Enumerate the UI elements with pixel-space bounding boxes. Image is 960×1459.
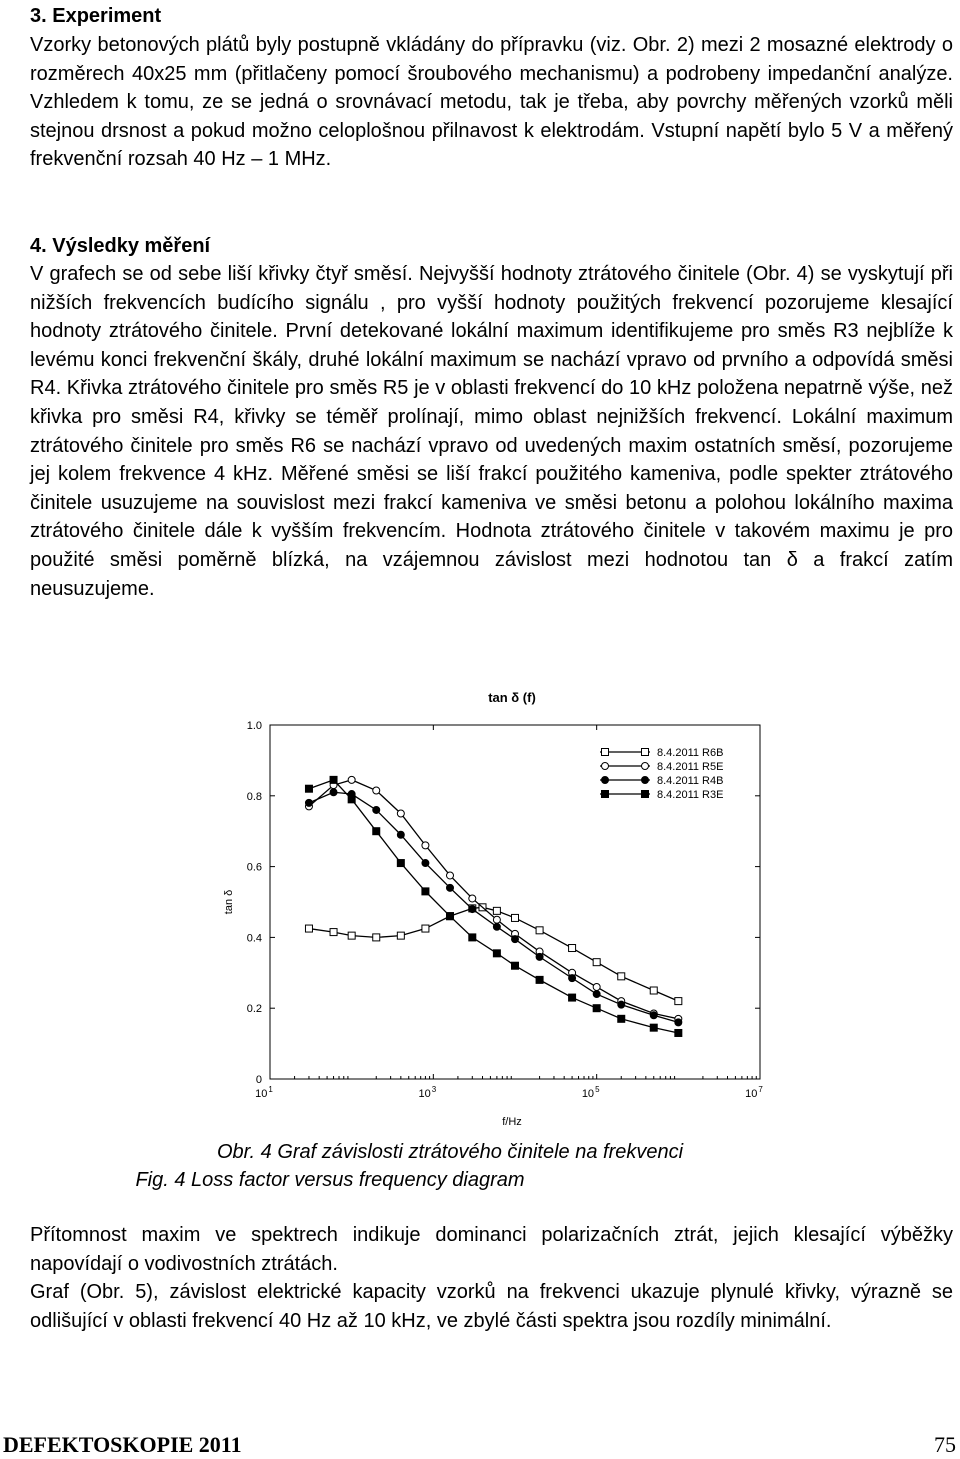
data-point <box>330 929 337 936</box>
data-point <box>675 1029 682 1036</box>
journal-name: DEFEKTOSKOPIE 2011 <box>3 1432 242 1457</box>
data-point <box>348 796 355 803</box>
data-point <box>642 777 649 784</box>
data-point <box>422 925 429 932</box>
y-tick-label: 0.6 <box>246 861 262 874</box>
data-point <box>602 763 609 770</box>
legend-entry <box>600 761 723 773</box>
y-tick-label: 0.4 <box>246 932 262 945</box>
data-point <box>305 925 312 932</box>
data-point <box>569 994 576 1001</box>
data-point <box>373 828 380 835</box>
data-point <box>422 888 429 895</box>
data-point <box>348 932 355 939</box>
data-point <box>397 831 404 838</box>
data-point <box>493 950 500 957</box>
section-3-paragraph: Vzorky betonových plátů byly postupně vkládány do přípravku (viz. Obr. 2) mezi 2 mosazné elektrody o rozměrech 40x25 mm (přitlačeny pomocí šroubového mechanismu) a podrobeny impedanční analýze. Vzhledem k tomu, ze se jedná o srovnávací metodu, tak je třeba, aby povrchy měřených vzorků měli stejnou drsnost a pokud možno celoplošnou přilnavost k elektrodám. Vstupní napětí bylo 5 V a měřený frekvenční rozsah 40 Hz – 1 MHz. <box>30 34 953 171</box>
data-point <box>397 860 404 867</box>
data-point <box>493 923 500 930</box>
legend-entry <box>600 789 723 801</box>
data-point <box>373 934 380 941</box>
section-4-heading: 4. Výsledky měření <box>30 235 211 257</box>
paragraph-capacity: Graf (Obr. 5), závislost elektrické kapacity vzorků na frekvenci ukazuje plynulé křivky, výrazně se odlišující v oblasti frekvencí 40 Hz až 10 kHz, ve zbylé části spektra jsou rozdíly minimální. <box>30 1281 953 1332</box>
data-point <box>569 945 576 952</box>
data-point <box>593 1005 600 1012</box>
loss-factor-chart-svg <box>0 680 960 1140</box>
data-point <box>675 1019 682 1026</box>
data-point <box>447 872 454 879</box>
x-tick-label: $10^5$ <box>581 1085 600 1100</box>
data-point <box>330 776 337 783</box>
x-axis-label: f/Hz <box>502 1116 522 1128</box>
data-point <box>642 763 649 770</box>
data-point <box>602 791 609 798</box>
data-point <box>642 791 649 798</box>
data-point <box>618 1015 625 1022</box>
data-point <box>422 860 429 867</box>
data-point <box>330 789 337 796</box>
data-point <box>422 842 429 849</box>
data-point <box>447 913 454 920</box>
data-point <box>593 959 600 966</box>
y-tick-label: 0.8 <box>246 790 262 803</box>
data-point <box>618 973 625 980</box>
data-point <box>397 810 404 817</box>
data-point <box>650 987 657 994</box>
figure-caption-cz: Obr. 4 Graf závislosti ztrátového činitele na frekvenci <box>216 1141 684 1163</box>
x-tick-label: $10^7$ <box>745 1085 763 1100</box>
data-point <box>536 976 543 983</box>
legend-entry <box>600 775 723 787</box>
data-point <box>512 962 519 969</box>
data-point <box>618 1001 625 1008</box>
page-number: 75 <box>934 1432 956 1457</box>
series-R3E <box>305 776 681 1036</box>
legend-label: 8.4.2011 R4B <box>657 775 724 787</box>
data-point <box>373 787 380 794</box>
legend-entry <box>600 747 723 759</box>
legend-label: 8.4.2011 R3E <box>657 789 724 801</box>
data-point <box>493 916 500 923</box>
data-point <box>650 1024 657 1031</box>
y-axis-label: tan δ <box>223 889 235 915</box>
x-tick-label: $10^1$ <box>255 1085 273 1100</box>
series-line <box>309 780 678 1033</box>
data-point <box>348 776 355 783</box>
data-point <box>493 907 500 914</box>
y-tick-label: 0 <box>255 1074 262 1086</box>
data-point <box>536 927 543 934</box>
data-point <box>593 983 600 990</box>
data-point <box>469 906 476 913</box>
data-point <box>469 934 476 941</box>
chart-title: tan δ (f) <box>488 690 536 705</box>
paragraph-polarization: Přítomnost maxim ve spektrech indikuje dominanci polarizačních ztrát, jejich klesající výběžky napovídají o vodivostních ztrátách. <box>30 1224 953 1275</box>
data-point <box>593 991 600 998</box>
data-point <box>305 799 312 806</box>
section-4-paragraph: V grafech se od sebe liší křivky čtyř směsí. Nejvyšší hodnoty ztrátového činitele (Obr. 4) se vyskytují při nižších frekvencích budícího signálu , pro vyšší hodnoty použitých frekvencí pozorujeme klesající hodnoty ztrátového činitele. První detekované lokální maximum identifikujeme pro směs R3 nejblíže k levému konci frekvenční škály, druhé lokální maximum se nachází vpravo od prvního a odpovídá směsi R4. Křivka ztrátového činitele pro směs R5 je v oblasti frekvencí do 10 kHz položena nepatrně výše, než křivka pro směsi R4, křivky se téměř prolínají, mimo oblast nejnižších frekvencí. Lokální maximum ztrátového činitele pro směs R6 se nachází vpravo od uvedených maxim ostatních směsí, pozorujeme jej kolem frekvence 4 kHz. Měřené směsi se liší frakcí použitého kameniva, podle spekter ztrátového činitele usuzujeme na souvislost mezi frakcí kameniva ve směsi betonu a polohou lokálního maxima ztrátového činitele dále k vyšším frekvencím. Hodnota ztrátového činitele v takovém maximu je pro použité směsi poměrně blízká, na vzájemnou závislost mezi hodnotou tan δ a frakcí zatím neusuzujeme. <box>30 263 953 600</box>
data-point <box>569 975 576 982</box>
legend-label: 8.4.2011 R6B <box>657 747 724 759</box>
data-point <box>536 953 543 960</box>
section-3-heading: 3. Experiment <box>30 5 162 27</box>
y-tick-label: 0.2 <box>246 1003 262 1016</box>
data-point <box>373 806 380 813</box>
loss-factor-chart <box>0 680 960 1140</box>
data-point <box>512 914 519 921</box>
data-point <box>305 785 312 792</box>
legend-label: 8.4.2011 R5E <box>657 761 724 773</box>
data-point <box>447 884 454 891</box>
y-tick-label: 1.0 <box>246 720 262 732</box>
data-point <box>675 998 682 1005</box>
x-tick-label: $10^3$ <box>418 1085 437 1100</box>
figure-caption-en: Fig. 4 Loss factor versus frequency diagram <box>135 1169 525 1191</box>
data-point <box>469 895 476 902</box>
data-point <box>602 777 609 784</box>
data-point <box>650 1012 657 1019</box>
data-point <box>602 749 609 756</box>
data-point <box>642 749 649 756</box>
data-point <box>397 932 404 939</box>
data-point <box>512 936 519 943</box>
